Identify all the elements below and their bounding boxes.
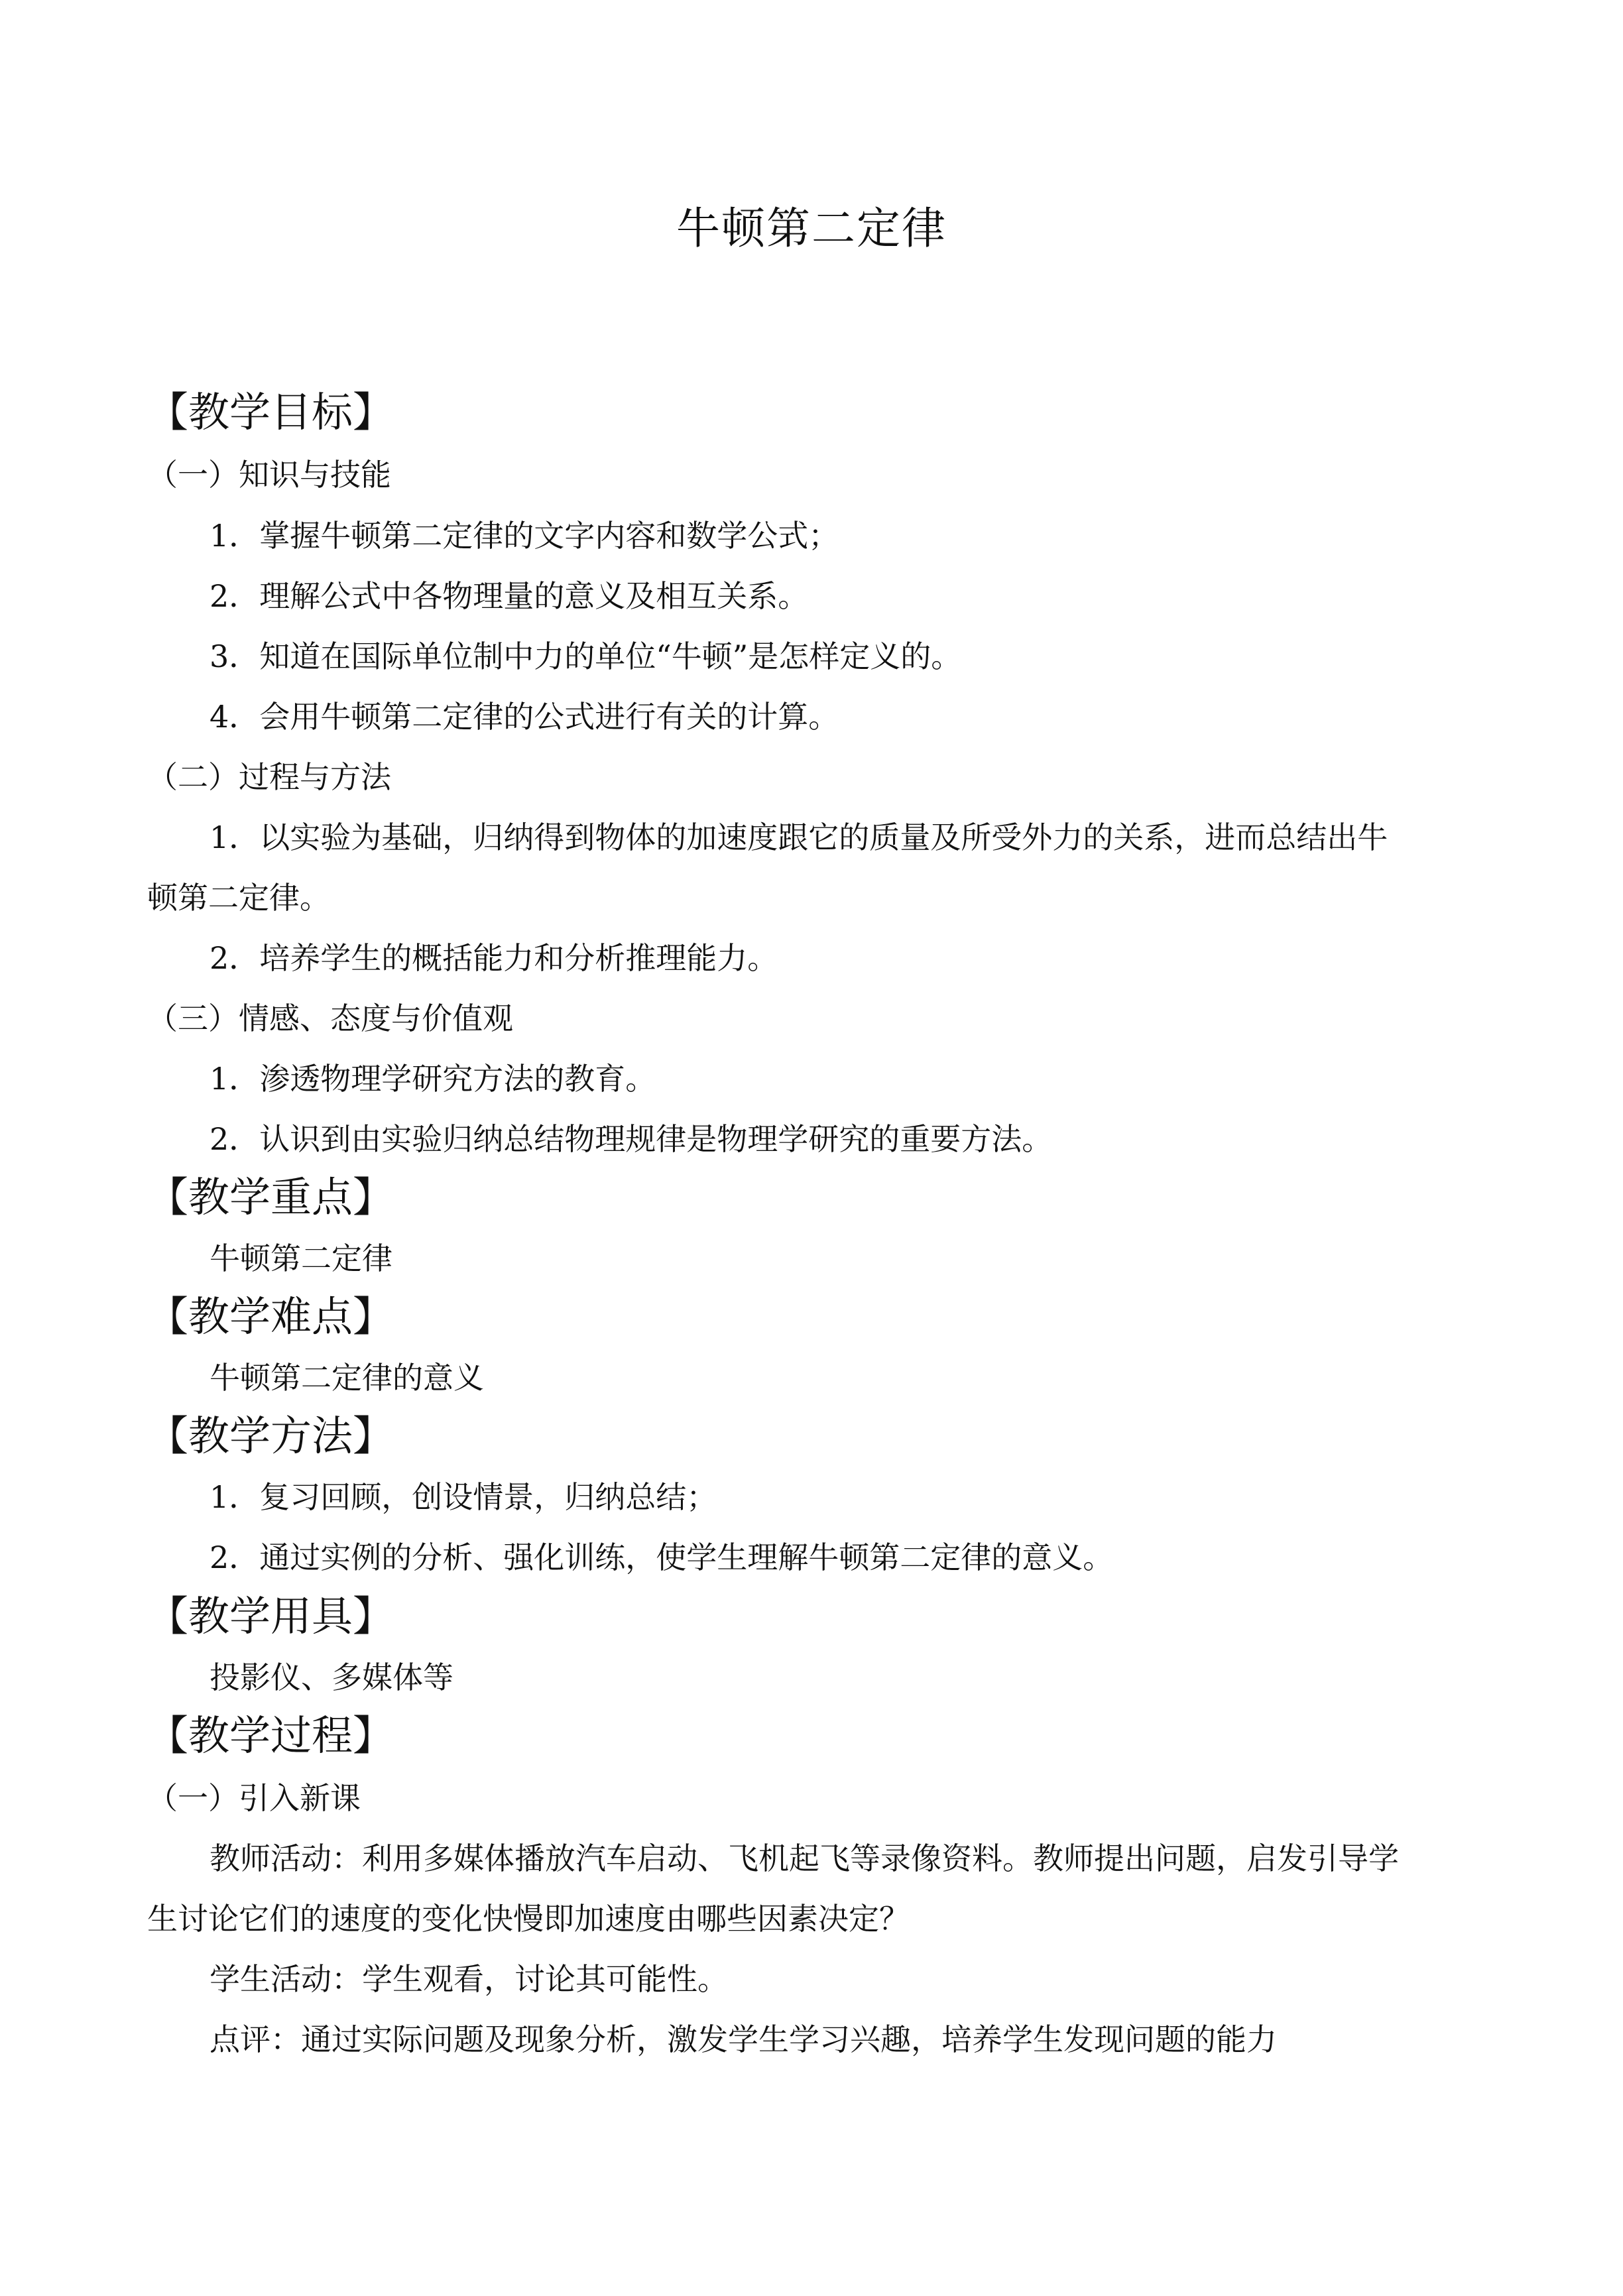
subsection-intro: （一）引入新课 [147,1780,361,1816]
paragraph: 点评：通过实际问题及现象分析，激发学生学习兴趣，培养学生发现问题的能力 [210,2022,1277,2057]
difficulty-text: 牛顿第二定律的意义 [210,1360,484,1396]
tools-text: 投影仪、多媒体等 [210,1660,453,1695]
list-item: 2．通过实例的分析、强化训练，使学生理解牛顿第二定律的意义。 [210,1540,1114,1575]
subsection-emotion: （三）情感、态度与价值观 [147,1000,513,1036]
section-heading-objectives: 【教学目标】 [147,388,394,436]
section-heading-key-point: 【教学重点】 [147,1173,394,1221]
paragraph-continuation: 生讨论它们的速度的变化快慢即加速度由哪些因素决定？ [147,1901,910,1937]
section-heading-difficulty: 【教学难点】 [147,1292,394,1341]
paragraph: 教师活动：利用多媒体播放汽车启动、飞机起飞等录像资料。教师提出问题，启发引导学 [210,1841,1399,1876]
list-item: 1．以实验为基础，归纳得到物体的加速度跟它的质量及所受外力的关系，进而总结出牛 [210,819,1388,855]
list-item-continuation: 顿第二定律。 [147,880,330,916]
list-item: 2．认识到由实验归纳总结物理规律是物理学研究的重要方法。 [210,1121,1053,1157]
list-item: 3．知道在国际单位制中力的单位“牛顿”是怎样定义的。 [210,638,962,674]
list-item: 2．培养学生的概括能力和分析推理能力。 [210,940,778,976]
section-heading-methods: 【教学方法】 [147,1412,394,1460]
subsection-knowledge: （一）知识与技能 [147,457,391,493]
key-point-text: 牛顿第二定律 [210,1240,392,1276]
page-title: 牛顿第二定律 [676,203,947,254]
list-item: 1．复习回顾，创设情景，归纳总结； [210,1479,717,1515]
list-item: 1．掌握牛顿第二定律的文字内容和数学公式； [210,518,839,554]
section-heading-tools: 【教学用具】 [147,1592,394,1640]
paragraph: 学生活动：学生观看，讨论其可能性。 [210,1961,728,1997]
list-item: 4．会用牛顿第二定律的公式进行有关的计算。 [210,699,839,735]
section-heading-process: 【教学过程】 [147,1711,394,1760]
list-item: 2．理解公式中各物理量的意义及相互关系。 [210,578,809,614]
subsection-process-method: （二）过程与方法 [147,759,391,795]
list-item: 1．渗透物理学研究方法的教育。 [210,1061,656,1097]
